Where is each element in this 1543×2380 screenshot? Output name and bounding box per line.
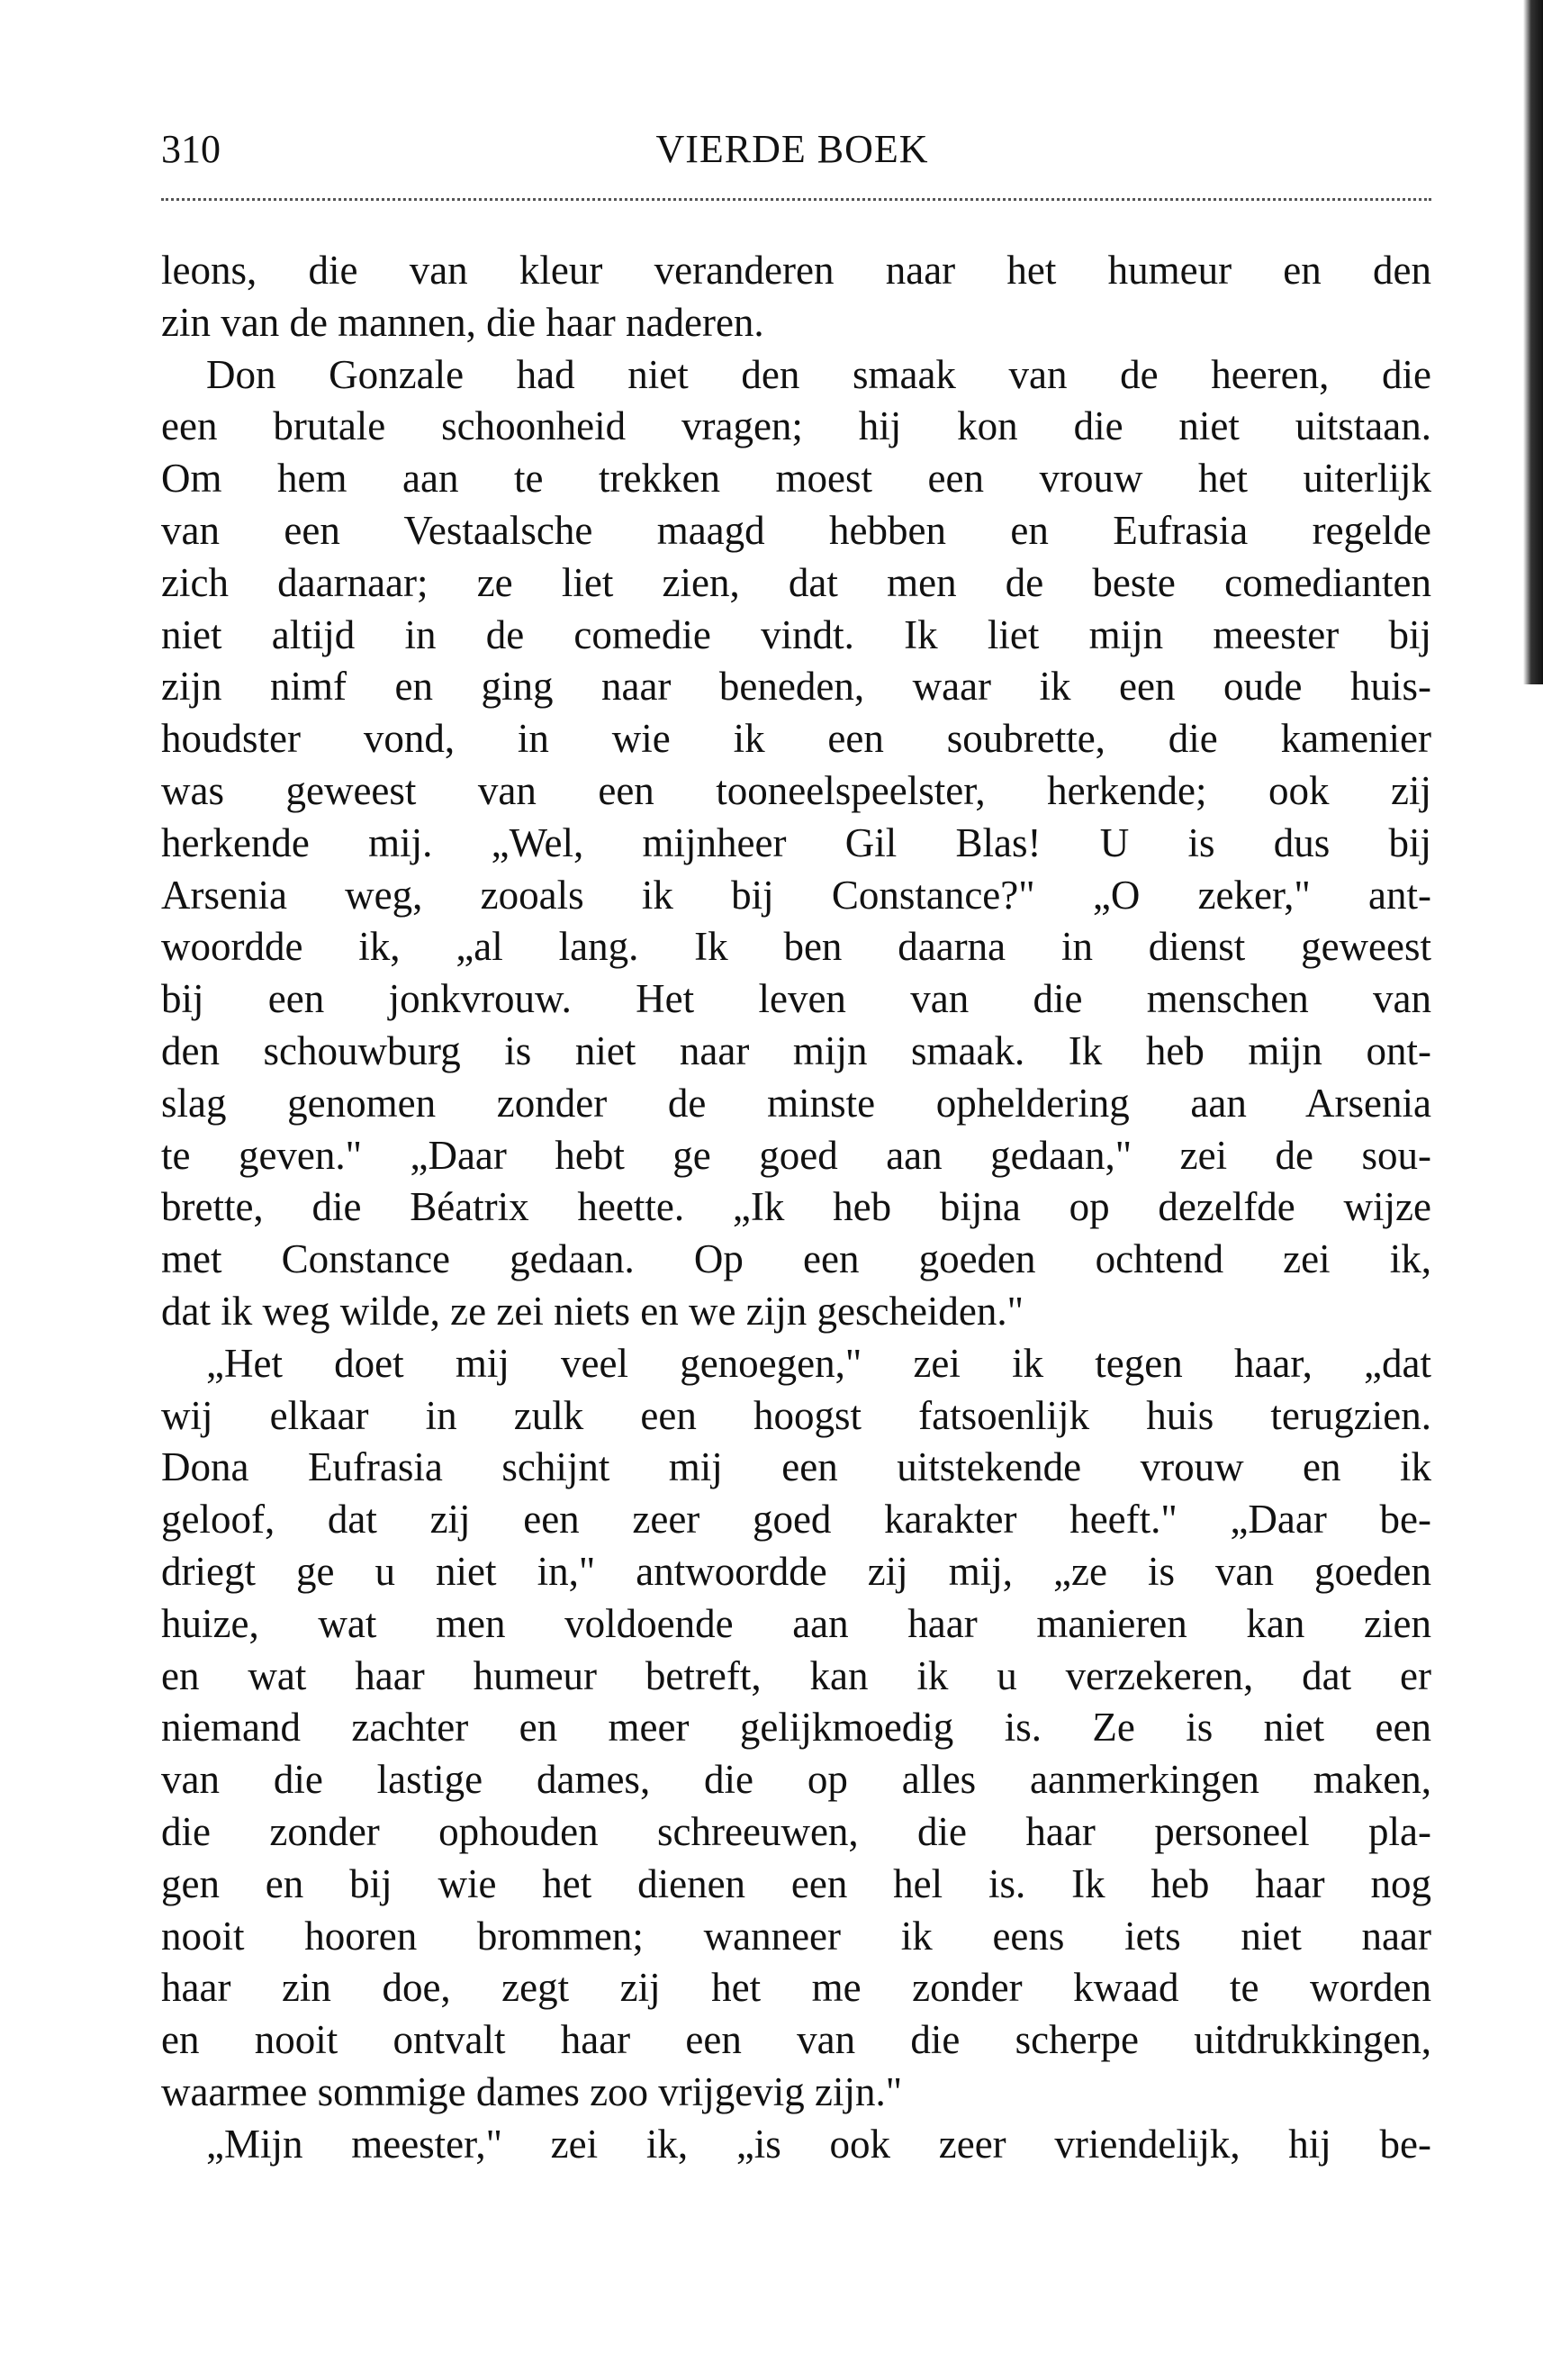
text-line: houdster vond, in wie ik een soubrette, die kamenier <box>161 716 1431 762</box>
text-line: brette, die Béatrix heette. „Ik heb bijna op dezelfde wijze <box>161 1184 1431 1230</box>
text-line: was geweest van een tooneelspeelster, herkende; ook zij <box>161 767 1431 813</box>
text-line: zin van de mannen, die haar naderen. <box>161 299 764 345</box>
text-line: haar zin doe, zegt zij het me zonder kwaad te worden <box>161 1965 1431 2011</box>
text-line: en wat haar humeur betreft, kan ik u verzekeren, dat er <box>161 1652 1431 1698</box>
page-number: 310 <box>161 127 221 171</box>
text-line: zijn nimf en ging naar beneden, waar ik een oude huis- <box>161 664 1431 710</box>
text-line: den schouwburg is niet naar mijn smaak. Ik heb mijn ont- <box>161 1027 1431 1073</box>
body-text <box>161 245 1431 2170</box>
text-line: gen en bij wie het dienen een hel is. Ik heb haar nog <box>161 1860 1431 1906</box>
text-line: geloof, dat zij een zeer goed karakter heeft." „Daar be- <box>161 1497 1431 1543</box>
text-line: die zonder ophouden schreeuwen, die haar personeel pla- <box>161 1808 1431 1854</box>
text-line: woordde ik, „al lang. Ik ben daarna in dienst geweest <box>161 924 1431 970</box>
text-line: slag genomen zonder de minste opheldering aan Arsenia <box>161 1080 1431 1126</box>
text-line: van die lastige dames, die op alles aanmerkingen maken, <box>161 1757 1431 1803</box>
text-line: te geven." „Daar hebt ge goed aan gedaan," zei de sou- <box>161 1132 1431 1178</box>
running-title: VIERDE BOEK <box>655 127 929 171</box>
text-line: driegt ge u niet in," antwoordde zij mij, „ze is van goeden <box>161 1548 1431 1594</box>
text-line: Don Gonzale had niet den smaak van de heeren, die <box>206 351 1431 397</box>
text-line: dat ik weg wilde, ze zei niets en we zijn gescheiden." <box>161 1288 1024 1334</box>
page-edge-shadow <box>1523 0 1543 684</box>
text-line: Om hem aan te trekken moest een vrouw het uiterlijk <box>161 456 1431 502</box>
text-line: Dona Eufrasia schijnt mij een uitstekende vrouw en ik <box>161 1444 1431 1490</box>
text-line: „Het doet mij veel genoegen," zei ik tegen haar, „dat <box>206 1340 1431 1386</box>
text-line: waarmee sommige dames zoo vrijgevig zijn." <box>161 2068 903 2114</box>
text-line: wij elkaar in zulk een hoogst fatsoenlijk huis terugzien. <box>161 1392 1431 1438</box>
text-line: van een Vestaalsche maagd hebben en Eufrasia regelde <box>161 507 1431 553</box>
text-line: bij een jonkvrouw. Het leven van die menschen van <box>161 976 1431 1022</box>
text-line: herkende mij. „Wel, mijnheer Gil Blas! U is dus bij <box>161 819 1431 865</box>
text-line: „Mijn meester," zei ik, „is ook zeer vriendelijk, hij be- <box>206 2121 1431 2167</box>
text-line: Arsenia weg, zooals ik bij Constance?" „O zeker," ant- <box>161 872 1431 918</box>
text-line: leons, die van kleur veranderen naar het humeur en den <box>161 248 1431 293</box>
text-line: zich daarnaar; ze liet zien, dat men de beste comedianten <box>161 559 1431 605</box>
text-line: nooit hooren brommen; wanneer ik eens iets niet naar <box>161 1913 1431 1959</box>
dotted-rule <box>161 198 1431 201</box>
text-line: een brutale schoonheid vragen; hij kon die niet uitstaan. <box>161 403 1431 449</box>
text-line: met Constance gedaan. Op een goeden ochtend zei ik, <box>161 1236 1431 1282</box>
text-line: huize, wat men voldoende aan haar manieren kan zien <box>161 1600 1431 1646</box>
text-line: en nooit ontvalt haar een van die scherpe uitdrukkingen, <box>161 2017 1431 2063</box>
text-line: niemand zachter en meer gelijkmoedig is. Ze is niet een <box>161 1705 1431 1751</box>
text-line: niet altijd in de comedie vindt. Ik liet mijn meester bij <box>161 611 1431 657</box>
